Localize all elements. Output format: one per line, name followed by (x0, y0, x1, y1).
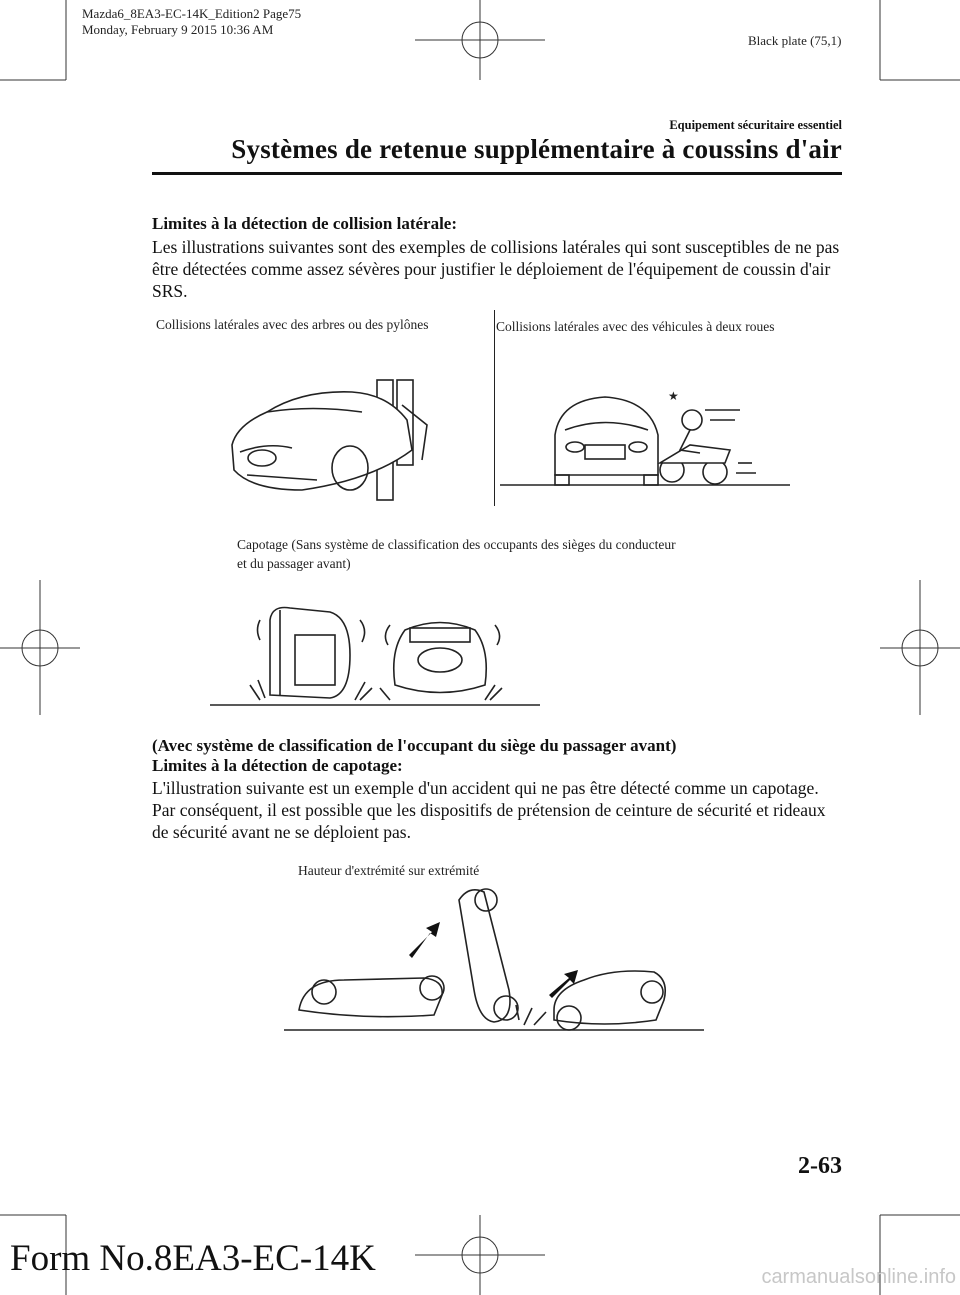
page-number: 2-63 (798, 1153, 842, 1179)
pole-collision-illustration (222, 330, 482, 500)
side-collision-heading: Limites à la détection de collision latérale: (152, 214, 457, 233)
print-info-file: Mazda6_8EA3-EC-14K_Edition2 Page75 (82, 6, 302, 21)
print-info-date: Monday, February 9 2015 10:36 AM (82, 22, 274, 37)
print-info (82, 6, 301, 38)
form-number: Form No.8EA3-EC-14K (10, 1238, 376, 1279)
caption-two-wheel: Collisions latérales avec des véhicules à deux roues (496, 319, 775, 334)
impact-star-icon: ★ (668, 389, 679, 403)
figure-divider (494, 310, 495, 506)
caption-rollover-line1: Capotage (Sans système de classification des occupants des sièges du conducteur (237, 537, 676, 552)
two-wheel-collision-illustration (500, 375, 800, 495)
caption-endover: Hauteur d'extrémité sur extrémité (298, 863, 480, 878)
motion-arrow-icon (409, 922, 440, 958)
section-title: Equipement sécuritaire essentiel (669, 118, 842, 132)
chapter-title: Systèmes de retenue supplémentaire à coussins d'air (231, 134, 842, 164)
rollover-text: L'illustration suivante est un exemple d'un accident qui ne pas être détecté comme un capotage. Par conséquent, il est possible que les dispositifs de prétension de ceinture de sécurité et rideaux de sécurité avant ne se déploient pas. (152, 778, 826, 842)
header-rule (152, 172, 842, 175)
rollover-illustration (210, 600, 540, 710)
watermark: carmanualsonline.info (761, 1266, 956, 1288)
endover-illustration (284, 880, 704, 1040)
rollover-heading-1: (Avec système de classification de l'occupant du siège du passager avant) (152, 736, 677, 755)
caption-tree-pole: Collisions latérales avec des arbres ou des pylônes (156, 317, 429, 332)
rollover-heading-2: Limites à la détection de capotage: (152, 756, 403, 775)
plate-label: Black plate (75,1) (748, 33, 842, 48)
caption-rollover-line2: et du passager avant) (237, 556, 351, 571)
side-collision-text: Les illustrations suivantes sont des exemples de collisions latérales qui sont susceptibles de ne pas être détectées comme assez sévères pour justifier le déploiement de l'équipement de coussin d'air SRS. (152, 237, 840, 301)
